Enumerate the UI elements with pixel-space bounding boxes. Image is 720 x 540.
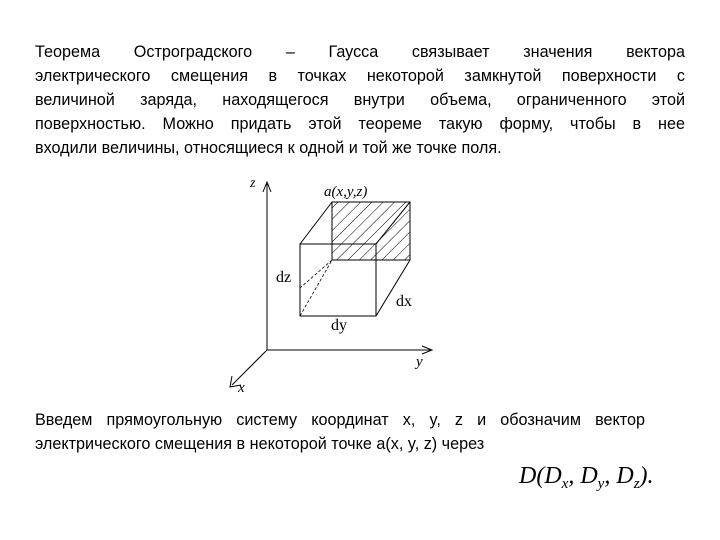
edge-dx-label: dx <box>396 293 412 310</box>
coordinates-paragraph <box>35 408 645 456</box>
intro-line: Теорема Остроградского – Гаусса связывает значения вектора <box>35 43 685 61</box>
coordinates-line: Введем прямоугольную систему координат x, y, z и обозначим вектор <box>35 411 645 429</box>
hatched-face <box>332 202 410 260</box>
cube-diagram-svg <box>200 170 470 400</box>
cube-edge <box>300 202 332 244</box>
formula-subscript: x <box>561 476 569 492</box>
hidden-edge <box>300 260 332 288</box>
formula-subscript: z <box>633 476 640 492</box>
intro-line: поверхностью. Можно придать этой теореме такую форму, чтобы в нее <box>35 115 685 133</box>
formula-part: ). <box>639 463 654 489</box>
edge-dz-label: dz <box>276 269 292 286</box>
displacement-vector-formula <box>519 463 654 493</box>
point-label: a(x,y,z) <box>324 184 368 200</box>
axis-z-label: z <box>250 176 256 191</box>
intro-line: величиной заряда, находящегося внутри объема, ограниченного этой <box>35 91 685 109</box>
cube-diagram <box>200 170 470 400</box>
edge-dy-label: dy <box>331 317 347 334</box>
cube-edge <box>300 260 332 316</box>
coordinates-line: электрического смещения в некоторой точке a(x, y, z) через <box>35 435 485 453</box>
formula-part: , D <box>568 463 598 489</box>
intro-line: электрического смещения в точках некоторой замкнутой поверхности с <box>35 67 685 85</box>
formula-subscript: y <box>597 476 605 492</box>
axis-x-label: x <box>238 380 245 396</box>
axis-y-label: y <box>416 354 423 370</box>
intro-paragraph <box>35 40 685 160</box>
formula-part: , D <box>604 463 634 489</box>
formula-part: D(D <box>519 463 562 489</box>
intro-line: входили величины, относящиеся к одной и той же точке поля. <box>35 139 502 157</box>
